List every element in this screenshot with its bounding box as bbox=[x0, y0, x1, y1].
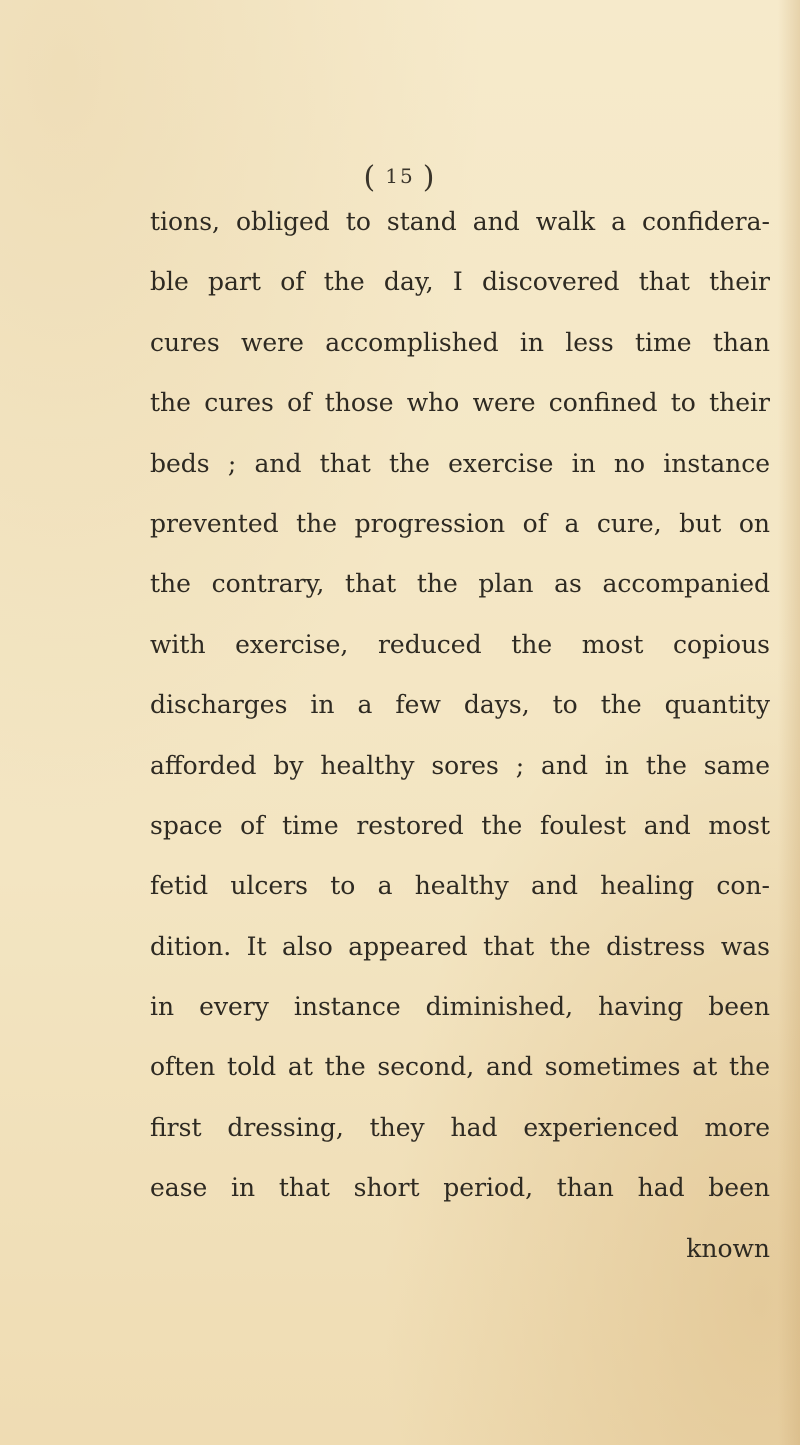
text-line: first dressing, they had experienced more bbox=[150, 1112, 770, 1142]
body-text bbox=[150, 192, 770, 1279]
text-line: ble part of the day, I discovered that their bbox=[150, 267, 770, 297]
text-line: often told at the second, and sometimes at the bbox=[150, 1052, 770, 1082]
text-line: the cures of those who were confined to their bbox=[150, 388, 770, 418]
text-line: the contrary, that the plan as accompanied bbox=[150, 569, 770, 599]
text-line: space of time restored the foulest and most bbox=[150, 810, 770, 840]
text-line: afforded by healthy sores ; and in the same bbox=[150, 750, 770, 780]
page-number-open-paren: ( bbox=[363, 160, 378, 195]
page-number bbox=[0, 160, 800, 195]
text-line: tions, obliged to stand and walk a confidera- bbox=[150, 207, 770, 236]
text-line: cures were accomplished in less time than bbox=[150, 327, 770, 357]
text-line: in every instance diminished, having been bbox=[150, 992, 770, 1022]
text-line: beds ; and that the exercise in no instance bbox=[150, 448, 770, 478]
catchword: known bbox=[686, 1233, 770, 1263]
page-number-value: 15 bbox=[385, 164, 415, 188]
text-line: dition. It also appeared that the distress was bbox=[150, 931, 770, 961]
text-line: ease in that short period, than had been bbox=[150, 1173, 770, 1203]
text-line: prevented the progression of a cure, but on bbox=[150, 508, 770, 538]
text-line: discharges in a few days, to the quantity bbox=[150, 690, 770, 720]
text-line: fetid ulcers to a healthy and healing con- bbox=[150, 871, 770, 901]
page-number-close-paren: ) bbox=[422, 160, 437, 195]
page-edge-shadow bbox=[778, 0, 800, 1445]
text-line: with exercise, reduced the most copious bbox=[150, 629, 770, 659]
